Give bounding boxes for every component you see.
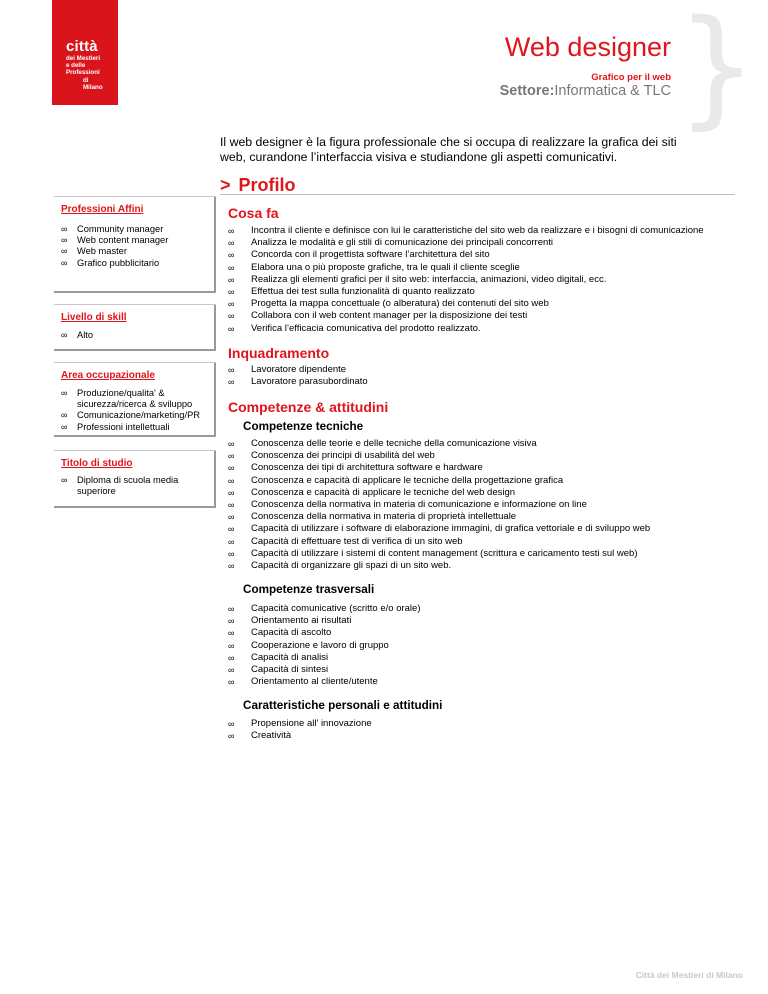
list-item — [228, 627, 748, 639]
sub-caratteristiche-personali: Caratteristiche personali e attitudini — [243, 699, 443, 712]
list-item — [61, 258, 211, 269]
list-item-text: Collabora con il web content manager per la disposizione dei testi — [251, 310, 528, 322]
box-titolo-studio — [54, 450, 216, 508]
list-item-text: Conoscenza e capacità di applicare le tecniche del web design — [251, 486, 516, 498]
list-item-text: Conoscenza della normativa in materia di proprietà intellettuale — [251, 511, 517, 523]
list-item — [61, 388, 211, 410]
list-item-text: Creatività — [251, 730, 292, 742]
section-inquadramento: Inquadramento — [228, 345, 330, 361]
list-item — [228, 475, 748, 487]
personali-list — [228, 718, 748, 742]
intro-paragraph: Il web designer è la figura professionale che si occupa di realizzare la grafica dei siti web, curandone l’interfaccia visiva e studiandone gli aspetti comunicativi. — [220, 135, 677, 164]
bullet-icon: ∞ — [228, 500, 235, 511]
list-item-text: Produzione/qualita' & sicurezza/ricerca & sviluppo — [77, 388, 193, 410]
list-item — [228, 499, 748, 511]
bullet-icon: ∞ — [228, 323, 235, 334]
livello-list — [61, 330, 211, 341]
list-item-text: Elabora una o più proposte grafiche, tra le quali il cliente sceglie — [251, 261, 520, 273]
box-livello-skill — [54, 304, 216, 351]
bullet-icon: ∞ — [228, 365, 235, 375]
bullet-icon: ∞ — [61, 410, 68, 421]
professioni-list — [61, 224, 211, 269]
list-item-text: Web master — [77, 246, 127, 257]
bullet-icon: ∞ — [61, 257, 68, 268]
list-item — [228, 560, 748, 572]
bullet-icon: ∞ — [228, 536, 235, 547]
list-item-text: Realizza gli elementi grafici per il sito web: interfaccia, animazioni, video digitali, ecc. — [251, 273, 607, 285]
list-item — [228, 640, 748, 652]
list-item — [228, 237, 748, 249]
settore-label: Settore: — [499, 83, 555, 99]
list-item — [228, 364, 748, 376]
bullet-icon: ∞ — [61, 421, 68, 432]
list-item — [228, 450, 748, 462]
list-item — [228, 438, 748, 450]
logo-line-citta: città — [66, 38, 98, 55]
list-item-text: Orientamento ai risultati — [251, 615, 352, 627]
list-item-text: Capacità comunicative (scritto e/o orale) — [251, 603, 421, 614]
bullet-icon: ∞ — [228, 616, 235, 627]
list-item — [228, 718, 748, 730]
decorative-brace: } — [676, 0, 758, 142]
list-item — [228, 664, 748, 676]
list-item — [61, 235, 211, 246]
list-item — [228, 536, 748, 548]
list-item — [228, 274, 748, 286]
box-area-occupazionale — [54, 362, 216, 437]
list-item — [228, 603, 748, 615]
logo-line-mestieri: dei Mestieri e delle Professioni — [66, 55, 101, 76]
list-item-text: Conoscenza delle teorie e delle tecniche della comunicazione visiva — [251, 438, 537, 449]
list-item-text: Conoscenza dei tipi di architettura software e hardware — [251, 462, 483, 474]
sub-competenze-trasversali: Competenze trasversali — [243, 583, 375, 596]
inquadramento-list — [228, 364, 748, 388]
list-item-text: Concorda con il progettista software l’architettura del sito — [251, 249, 490, 261]
bullet-icon: ∞ — [228, 463, 235, 474]
list-item — [61, 410, 211, 421]
list-item-text: Cooperazione e lavoro di gruppo — [251, 639, 389, 651]
bullet-icon: ∞ — [228, 487, 235, 498]
list-item — [228, 523, 748, 535]
list-item — [228, 652, 748, 664]
bullet-icon: ∞ — [228, 524, 235, 535]
section-competenze: Competenze & attitudini — [228, 399, 389, 415]
bullet-icon: ∞ — [61, 246, 68, 257]
bullet-icon: ∞ — [228, 475, 235, 486]
list-item — [228, 323, 748, 335]
list-item — [228, 376, 748, 388]
list-item-text: Community manager — [77, 224, 164, 234]
list-item — [61, 330, 211, 341]
list-item-text: Capacità di utilizzare i software di elaborazione immagini, di grafica vettoriale e di sviluppo web — [251, 523, 651, 535]
list-item — [228, 730, 748, 742]
profilo-heading — [220, 175, 735, 195]
bullet-icon: ∞ — [61, 475, 68, 485]
sub-competenze-tecniche: Competenze tecniche — [243, 420, 364, 433]
box-professioni-affini — [54, 196, 216, 293]
list-item-text: Capacità di analisi — [251, 651, 329, 663]
list-item-text: Capacità di sintesi — [251, 664, 329, 676]
list-item-text: Web content manager — [77, 235, 169, 246]
bullet-icon: ∞ — [228, 311, 235, 322]
list-item-text: Diploma di scuola media superiore — [77, 475, 179, 497]
list-item-text: Professioni intellettuali — [77, 421, 170, 432]
bullet-icon: ∞ — [228, 604, 235, 614]
list-item — [228, 262, 748, 274]
list-item-text: Comunicazione/marketing/PR — [77, 410, 200, 421]
tecniche-list — [228, 438, 748, 572]
bullet-icon: ∞ — [228, 250, 235, 261]
bullet-icon: ∞ — [228, 512, 235, 523]
box-title: Area occupazionale — [61, 370, 155, 381]
list-item-text: Conoscenza della normativa in materia di comunicazione e informazione on line — [251, 499, 587, 511]
list-item-text: Propensione all' innovazione — [251, 718, 372, 729]
logo-line-milano: di Milano — [83, 77, 103, 91]
bullet-icon: ∞ — [228, 665, 235, 676]
bullet-icon: ∞ — [228, 628, 235, 639]
list-item — [228, 298, 748, 310]
list-item-text: Analizza le modalità e gli stili di comunicazione dei principali concorrenti — [251, 237, 554, 249]
list-item-text: Capacità di organizzare gli spazi di un sito web. — [251, 560, 452, 572]
list-item-text: Verifica l’efficacia comunicativa del prodotto realizzato. — [251, 322, 481, 334]
list-item — [228, 225, 748, 237]
bullet-icon: ∞ — [228, 274, 235, 285]
list-item-text: Lavoratore parasubordinato — [251, 376, 368, 388]
list-item-text: Orientamento al cliente/utente — [251, 676, 378, 688]
bullet-icon: ∞ — [228, 439, 235, 449]
bullet-icon: ∞ — [228, 548, 235, 559]
bullet-icon: ∞ — [228, 640, 235, 651]
list-item — [228, 487, 748, 499]
bullet-icon: ∞ — [228, 731, 235, 742]
bullet-icon: ∞ — [61, 235, 68, 246]
bullet-icon: ∞ — [228, 262, 235, 273]
list-item — [228, 249, 748, 261]
list-item-text: Capacità di utilizzare i sistemi di content management (scrittura e caricamento testi sul web) — [251, 547, 638, 559]
list-item-text: Alto — [77, 330, 94, 340]
list-item — [228, 676, 748, 688]
bullet-icon: ∞ — [228, 652, 235, 663]
box-title: Titolo di studio — [61, 458, 133, 469]
bullet-icon: ∞ — [61, 388, 68, 398]
list-item-text: Effettua dei test sulla funzionalità di quanto realizzato — [251, 286, 475, 298]
list-item-text: Grafico pubblicitario — [77, 257, 160, 268]
list-item — [61, 246, 211, 257]
list-item — [61, 475, 211, 497]
bullet-icon: ∞ — [61, 330, 68, 340]
list-item-text: Capacità di ascolto — [251, 627, 332, 639]
chevron-right-icon: > — [220, 175, 231, 195]
list-item — [228, 286, 748, 298]
bullet-icon: ∞ — [228, 561, 235, 572]
list-item — [61, 422, 211, 433]
list-item — [228, 511, 748, 523]
list-item — [228, 462, 748, 474]
list-item-text: Conoscenza e capacità di applicare le tecniche della progettazione grafica — [251, 474, 564, 486]
bullet-icon: ∞ — [228, 226, 235, 236]
bullet-icon: ∞ — [228, 238, 235, 249]
list-item-text: Progetta la mappa concettuale (o alberatura) dei contenuti del sito web — [251, 298, 549, 310]
box-title: Professioni Affini — [61, 204, 144, 215]
list-item-text: Incontra il cliente e definisce con lui le caratteristiche del sito web da realizzare e i bisogni di comunicazione — [251, 225, 704, 236]
bullet-icon: ∞ — [228, 451, 235, 462]
bullet-icon: ∞ — [228, 299, 235, 310]
settore — [500, 83, 671, 99]
list-item-text: Lavoratore dipendente — [251, 364, 347, 375]
page-title: Web designer — [504, 32, 671, 62]
section-cosa-fa: Cosa fa — [228, 205, 279, 221]
list-item-text: Conoscenza dei principi di usabilità del web — [251, 450, 435, 462]
bullet-icon: ∞ — [228, 719, 235, 729]
box-title: Livello di skill — [61, 312, 127, 323]
footer-text: Città dei Mestieri di Milano — [635, 970, 743, 980]
list-item — [228, 615, 748, 627]
bullet-icon: ∞ — [228, 377, 235, 388]
list-item — [61, 224, 211, 235]
profilo-label: Profilo — [238, 175, 296, 195]
logo — [52, 0, 118, 105]
bullet-icon: ∞ — [228, 677, 235, 688]
trasversali-list — [228, 603, 748, 688]
cosa-fa-list — [228, 225, 748, 335]
settore-value: Informatica & TLC — [554, 83, 671, 99]
bullet-icon: ∞ — [228, 287, 235, 298]
list-item — [228, 548, 748, 560]
area-list — [61, 388, 211, 433]
list-item-text: Capacità di effettuare test di verifica di un sito web — [251, 535, 463, 547]
list-item — [228, 310, 748, 322]
page-subtitle: Grafico per il web — [591, 72, 671, 83]
bullet-icon: ∞ — [61, 224, 68, 234]
titolo-list — [61, 475, 211, 497]
